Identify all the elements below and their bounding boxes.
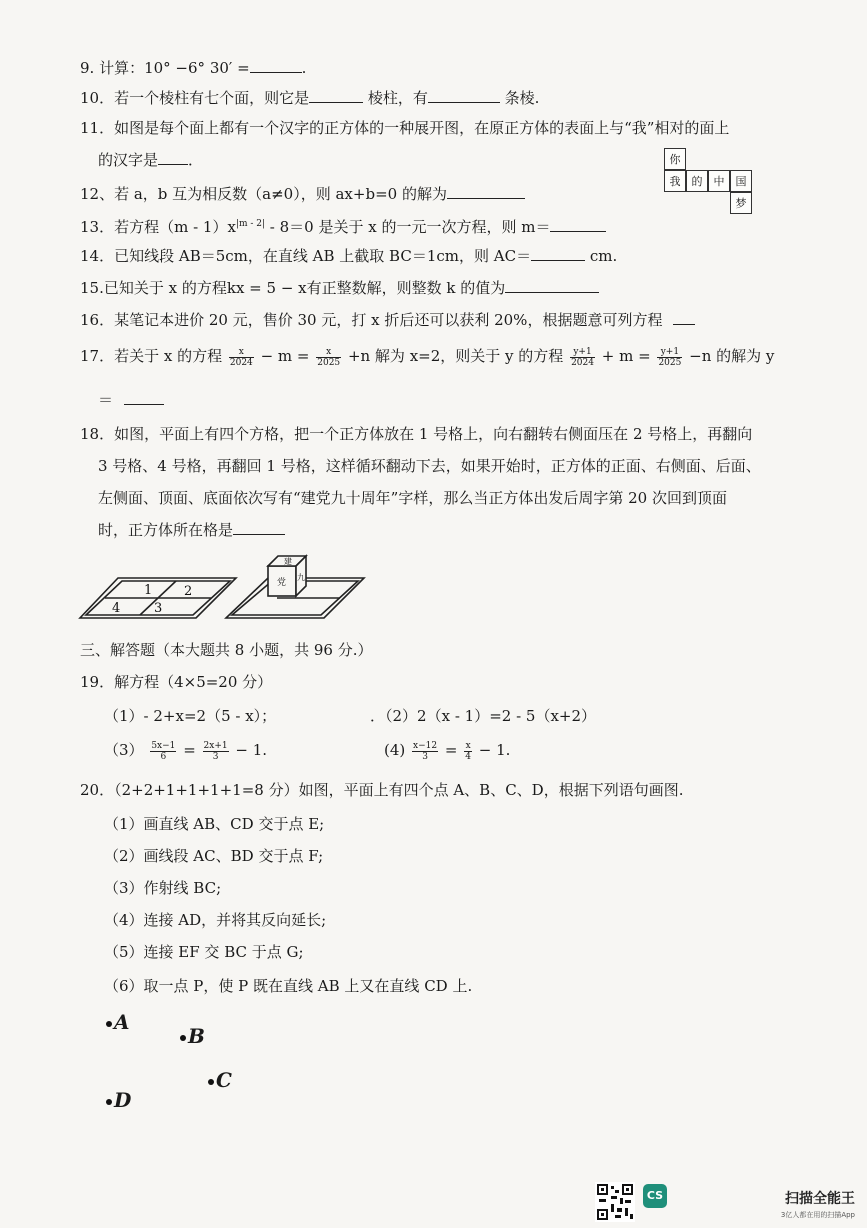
- section-heading: 三、解答题（本大题共 8 小题，共 96 分.）: [80, 641, 373, 659]
- grid-label-1: 1: [144, 583, 153, 598]
- fraction: $\frac{2x+1}{3}$: [203, 740, 228, 762]
- answer-blank: [309, 88, 363, 103]
- answer-blank: [250, 58, 302, 73]
- app-tagline: 3亿人都在用的扫描App: [780, 1211, 855, 1219]
- question-16: 16．某笔记本进价 20 元，售价 30 元，打 x 折后还可以获利 20%，根据题意可列方程: [80, 310, 695, 330]
- question-20-item: （4）连接 AD，并将其反向延长;: [104, 911, 327, 929]
- question-20-item: （1）画直线 AB、CD 交于点 E;: [104, 815, 325, 833]
- question-17-line1: 17．若关于 x 的方程 $\frac{x}{2024}$ − m = $\frac{x}{2025}$ +n 解为 x=2，则关于 y 的方程 $\frac{y+1}{2024}$ + m = $\frac{y+1}{2025}$ −n 的解为 y: [80, 346, 775, 368]
- question-11-line1: 11．如图是每个面上都有一个汉字的正方体的一种展开图，在原正方体的表面上与“我”相对的面上: [80, 119, 730, 137]
- question-12: 12、若 a，b 互为相反数（a≠0），则 ax+b=0 的解为: [80, 184, 525, 204]
- question-14: 14．已知线段 AB＝5cm，在直线 AB 上截取 BC＝1cm，则 AC＝ cm.: [80, 247, 618, 265]
- point-d: D: [106, 1088, 131, 1112]
- question-15: 15.已知关于 x 的方程kx = 5 − x有正整数解，则整数 k 的值为: [80, 278, 599, 298]
- answer-blank: [124, 390, 164, 405]
- question-11-line2: 的汉字是 ．: [98, 151, 204, 169]
- question-20-item: （2）画线段 AC、BD 交于点 F;: [104, 847, 324, 865]
- answer-blank: [505, 278, 599, 293]
- fraction: $\frac{x}{2024}$: [229, 346, 253, 368]
- question-19-part4: (4) $\frac{x-12}{3}$ = $\frac{x}{4}$ − 1.: [384, 740, 511, 762]
- answer-blank: [428, 88, 500, 103]
- app-logo-icon: CS: [643, 1184, 667, 1208]
- question-10: 10．若一个棱柱有七个面，则它是 棱柱，有 条棱.: [80, 89, 540, 107]
- cube-face-top: 建: [284, 557, 292, 566]
- point-dot: [180, 1035, 186, 1041]
- point-c: C: [208, 1068, 232, 1092]
- fraction: $\frac{x-12}{3}$: [413, 740, 438, 762]
- point-b: B: [180, 1024, 205, 1048]
- scanner-watermark: [646, 1188, 855, 1220]
- net-cell: 我: [664, 170, 686, 192]
- fraction: $\frac{5x-1}{6}$: [151, 740, 176, 762]
- question-20-item: （5）连接 EF 交 BC 于点 G;: [104, 943, 304, 961]
- question-18-line2: 3 号格、4 号格，再翻回 1 号格，这样循环翻动下去，如果开始时，正方体的正面、右侧面、后面、: [98, 457, 761, 475]
- answer-blank: [673, 310, 695, 325]
- point-dot: [106, 1021, 112, 1027]
- qr-code-icon: [595, 1182, 635, 1222]
- answer-blank: [531, 246, 585, 261]
- point-dot: [208, 1079, 214, 1085]
- question-13: 13．若方程$(m - 1)x^{|m - 2|} - 8=0$ 是关于 x 的一元一次方程，则 m＝: [80, 214, 606, 237]
- question-18-line4: 时，正方体所在格是: [98, 520, 285, 540]
- fraction: $\frac{x}{2025}$: [317, 346, 341, 368]
- fraction: $\frac{y+1}{2025}$: [658, 346, 682, 368]
- cube-face-front: 党: [277, 578, 287, 588]
- question-9: 9. 计算：10° −6° 30′ = .: [80, 59, 307, 77]
- grid-label-2: 2: [184, 584, 193, 599]
- question-20-item: （3）作射线 BC;: [104, 879, 222, 897]
- question-18-line1: 18．如图，平面上有四个方格，把一个正方体放在 1 号格上，向右翻转右侧面压在 2 号格上，再翻向: [80, 425, 753, 443]
- net-cell: 国: [730, 170, 752, 192]
- answer-blank: [233, 520, 285, 535]
- cube-face-right: 九: [297, 573, 305, 582]
- grid-cube-figure: [78, 550, 378, 626]
- answer-blank: [158, 150, 188, 165]
- net-cell: 梦: [730, 192, 752, 214]
- net-cell: 中: [708, 170, 730, 192]
- grid-label-4: 4: [112, 601, 121, 616]
- question-19-title: 19．解方程（4×5=20 分）: [80, 673, 273, 691]
- question-19-part1: （1）- 2+x=2（5 - x）；: [104, 707, 277, 725]
- fraction: $\frac{x}{4}$: [465, 740, 471, 762]
- question-18-line3: 左侧面、顶面、底面依次写有“建党九十周年”字样，那么当正方体出发后周字第 20 次回到顶面: [98, 489, 727, 507]
- question-19-part2: ．（2）2（x - 1）=2 - 5（x+2）: [370, 707, 597, 725]
- question-20-title: 20．（2+2+1+1+1+1=8 分）如图，平面上有四个点 A、B、C、D，根据下列语句画图.: [80, 781, 684, 799]
- point-a: A: [106, 1010, 130, 1034]
- point-dot: [106, 1099, 112, 1105]
- grid-label-3: 3: [154, 601, 163, 616]
- answer-blank: [447, 184, 525, 199]
- question-19-part3: （3） $\frac{5x-1}{6}$ = $\frac{2x+1}{3}$ − 1.: [104, 740, 268, 762]
- app-name: 扫描全能王: [785, 1191, 855, 1207]
- fraction: $\frac{y+1}{2024}$: [571, 346, 594, 368]
- question-17-line2: ＝: [98, 390, 164, 410]
- net-cell: 的: [686, 170, 708, 192]
- answer-blank: [550, 217, 606, 232]
- question-20-item: （6）取一点 P，使 P 既在直线 AB 上又在直线 CD 上.: [104, 977, 473, 995]
- net-cell: 你: [664, 148, 686, 170]
